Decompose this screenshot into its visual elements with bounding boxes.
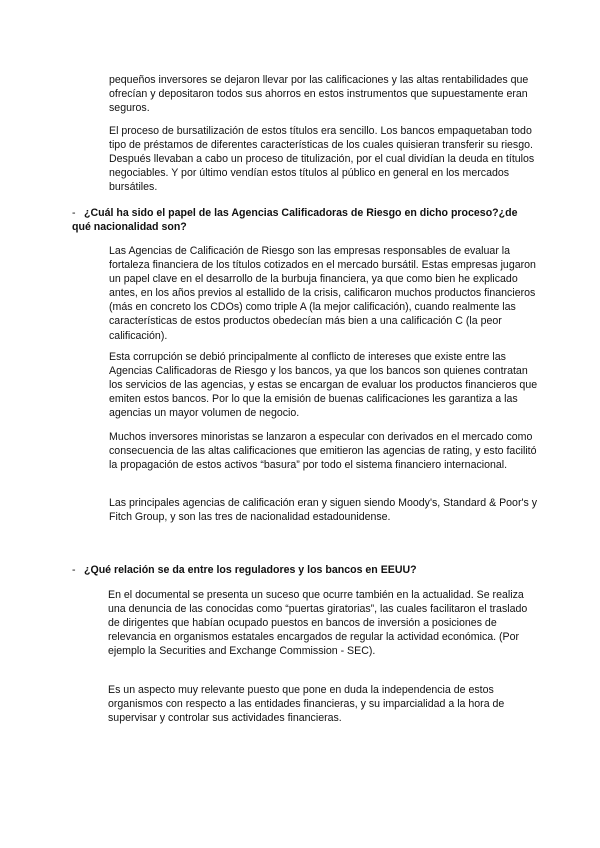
section2-heading: [72, 563, 532, 577]
section1-paragraph-3: Muchos inversores minoristas se lanzaron a especular con derivados en el mercado como consecuencia de las altas calificaciones que emitieron las agencias de rating, y esto facilitó la propagación de estos activos “basura” por todo el sistema financiero internacional.: [109, 431, 537, 472]
section1-paragraph-4: Las principales agencias de calificación eran y siguen siendo Moody's, Standard & Poor's y Fitch Group, y son las tres de nacionalidad estadounidense.: [109, 497, 538, 524]
section1-question: ¿Cuál ha sido el papel de las Agencias Calificadoras de Riesgo en dicho proceso?¿de qué nacionalidad son?: [72, 207, 518, 234]
section1-bullet: -: [72, 207, 76, 219]
section1-heading: [72, 206, 532, 234]
section2-question: ¿Qué relación se da entre los reguladores y los bancos en EEUU?: [84, 564, 417, 576]
intro-paragraph-1: pequeños inversores se dejaron llevar por las calificaciones y las altas rentabilidades que ofrecían y depositaron todos sus ahorros en estos instrumentos que supuestamente eran seguros.: [109, 74, 529, 115]
section2-paragraph-1: En el documental se presenta un suceso que ocurre también en la actualidad. Se realiza una denuncia de las conocidas como “puertas giratorias”, las cuales facilitaron el traslado de dirigentes que habían ocupado puestos en bancos de inversión a posiciones de relevancia en organismos estatales encargados de regular la actividad económica. (Por ejemplo la Securities and Exchange Commission - SEC).: [108, 589, 528, 658]
section1-paragraph-1: Las Agencias de Calificación de Riesgo son las empresas responsables de evaluar la fortaleza financiera de los títulos cotizados en el mercado bursátil. Estas empresas jugaron un papel clave en el desarrollo de la burbuja financiera, ya que como bien he explicado antes, en los años previos al estallido de la crisis, calificaron muchos productos financieros (más en concreto los CDOs) como triple A (la mejor calificación), cuando realmente las características de estos productos obedecían más bien a una calificación C (la peor calificación).: [109, 245, 536, 342]
section2-bullet: -: [72, 564, 76, 576]
section1-paragraph-2: Esta corrupción se debió principalmente al conflicto de intereses que existe entre las Agencias Calificadoras de Riesgo y los bancos, ya que los bancos son quienes contratan los servicios de las agencias, y estas se encargan de evaluar los productos financieros que emiten estos bancos. Por lo que la emisión de buenas calificaciones les garantiza a las agencias un mayor volumen de negocio.: [109, 351, 538, 420]
intro-paragraph-2: El proceso de bursatilización de estos títulos era sencillo. Los bancos empaquetaban todo tipo de préstamos de diferentes características de los cuales quisieran transferir su riesgo. Después llevaban a cabo un proceso de titulización, por el cual dividían la deuda en títulos negociables. Y por último vendían estos títulos al público en general en los mercados bursátiles.: [109, 125, 535, 194]
section2-paragraph-2: Es un aspecto muy relevante puesto que pone en duda la independencia de estos organismos con respecto a las entidades financieras, y su imparcialidad a la hora de supervisar y controlar sus actividades financieras.: [108, 684, 505, 725]
